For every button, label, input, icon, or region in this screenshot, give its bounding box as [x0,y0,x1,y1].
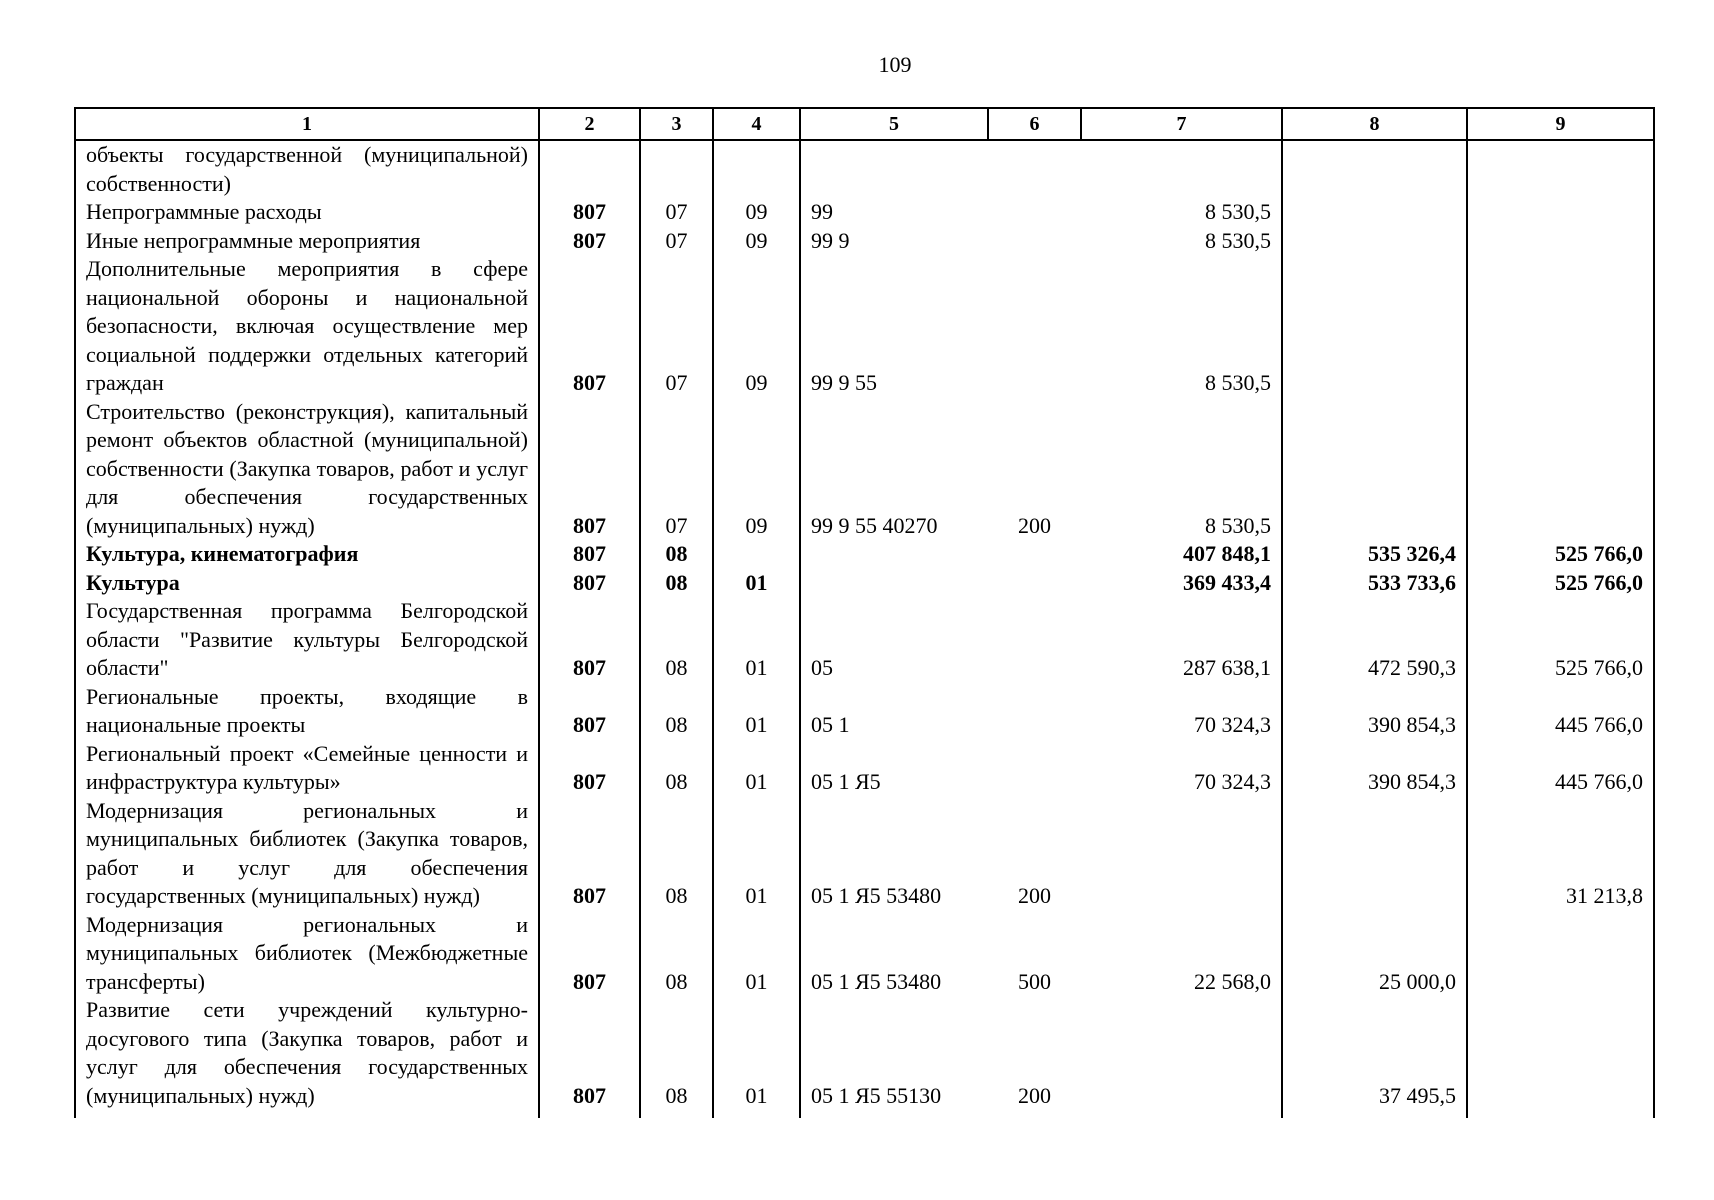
row-value-cell-6 [988,227,1081,256]
row-value-cell-7: 70 324,3 [1081,740,1282,797]
row-value-cell-9 [1467,398,1654,541]
row-value-cell-2: 807 [539,227,640,256]
page-number: 109 [878,52,912,77]
row-value-cell-6 [988,597,1081,683]
row-value-cell-5: 05 1 [800,683,988,740]
row-value-cell-8: 533 733,6 [1282,569,1467,598]
row-value-cell-7: 8 530,5 [1081,198,1282,227]
row-value-cell-5: 99 [800,198,988,227]
row-name-cell: Региональный проект «Семейные ценности и инфраструктура культуры» [75,740,539,797]
table-row [75,683,1654,740]
row-value-cell-4: 01 [713,683,800,740]
spacer-cell [1081,1110,1282,1118]
row-value-cell-7: 407 848,1 [1081,540,1282,569]
row-value-cell-9 [1467,911,1654,997]
spacer-cell [539,1110,640,1118]
row-value-cell-5: 99 9 [800,227,988,256]
row-value-cell-8: 25 000,0 [1282,911,1467,997]
row-name-cell: Культура [75,569,539,598]
row-value-cell-6: 200 [1018,512,1051,538]
table-row [75,540,1654,569]
row-value-cell-2: 807 [539,255,640,398]
table-row [75,198,1654,227]
row-name-cell: объекты государственной (муниципальной) собственности) [75,140,539,198]
row-name-cell: Модернизация региональных и муниципальных библиотек (Межбюджетные трансферты) [75,911,539,997]
header-col-2: 2 [539,108,640,140]
row-value-cell-9: 445 766,0 [1467,740,1654,797]
row-value-cell-7: 8 530,5 [1081,398,1282,541]
table-row [75,398,1654,541]
spacer-cell [75,1110,539,1118]
header-col-4: 4 [713,108,800,140]
spacer-cell [640,1110,713,1118]
budget-table [74,107,1655,1118]
row-value-cell-9: 525 766,0 [1467,569,1654,598]
row-value-cell-4: 09 [713,198,800,227]
row-value-cell-4: 01 [713,911,800,997]
row-value-cell-2: 807 [539,569,640,598]
row-name-cell: Культура, кинематография [75,540,539,569]
row-name-cell: Непрограммные расходы [75,198,539,227]
table-header [75,108,1654,140]
row-value-cell-5: 05 1 Я5 53480 [800,911,988,997]
row-value-cell-8 [1282,227,1467,256]
row-value-cell-5: 05 1 Я5 53480 [800,797,988,911]
header-col-1: 1 [75,108,539,140]
row-value-cell-7 [1081,996,1282,1110]
row-value-cell-3 [640,140,713,198]
row-value-cell-2: 807 [539,398,640,541]
row-value-cell-9 [1467,227,1654,256]
table-row [75,255,1654,398]
row-value-cell-7: 8 530,5 [1081,255,1282,398]
row-value-cell-3: 08 [640,740,713,797]
row-value-cell-8: 390 854,3 [1282,683,1467,740]
row-value-cell-7: 70 324,3 [1081,683,1282,740]
row-value-cell-3: 08 [640,911,713,997]
row-value-cell-4 [713,140,800,198]
row-value-cell-3: 08 [640,569,713,598]
row-value-cell-2: 807 [539,597,640,683]
spacer-cell [713,1110,800,1118]
row-value-cell-8: 390 854,3 [1282,740,1467,797]
header-row [75,108,1654,140]
row-name-cell: Модернизация региональных и муниципальных библиотек (Закупка товаров, работ и услуг для обеспечения государственных (муниципальных) нужд) [75,797,539,911]
row-value-cell-4: 01 [713,797,800,911]
row-value-cell-3: 07 [640,398,713,541]
row-value-cell-9: 31 213,8 [1467,797,1654,911]
row-value-cell-9 [1467,140,1654,198]
header-col-8: 8 [1282,108,1467,140]
row-value-cell-7 [1081,797,1282,911]
row-value-cell-2: 807 [539,198,640,227]
row-value-cell-9: 525 766,0 [1467,540,1654,569]
row-value-cell-3: 08 [640,540,713,569]
row-value-cell-4: 01 [713,740,800,797]
row-value-cell-8: 472 590,3 [1282,597,1467,683]
row-value-cell-6: 500 [1018,968,1051,994]
header-col-3: 3 [640,108,713,140]
row-value-cell-4: 09 [713,227,800,256]
row-value-cell-7 [1081,140,1282,198]
row-value-cell-5: 99 9 55 40270 [800,398,988,541]
table-row [75,996,1654,1110]
row-value-cell-8: 535 326,4 [1282,540,1467,569]
row-value-cell-3: 08 [640,683,713,740]
row-value-cell-2: 807 [539,740,640,797]
row-name-cell: Развитие сети учреждений культурно-досугового типа (Закупка товаров, работ и услуг для обеспечения государственных (муниципальных) нужд) [75,996,539,1110]
row-value-cell-3: 08 [640,597,713,683]
header-col-6: 6 [988,108,1081,140]
row-value-cell-6: 200 [1018,1082,1051,1108]
row-value-cell-6: 200 [1018,883,1051,908]
row-value-cell-4 [713,540,800,569]
row-value-cell-4: 09 [713,398,800,541]
row-name-cell: Региональные проекты, входящие в национальные проекты [75,683,539,740]
row-value-cell-3: 08 [640,797,713,911]
row-name-cell: Дополнительные мероприятия в сфере национальной обороны и национальной безопасности, включая осуществление мер социальной поддержки отдельных категорий граждан [75,255,539,398]
row-value-cell-7: 22 568,0 [1081,911,1282,997]
row-value-cell-8 [1282,198,1467,227]
header-col-5: 5 [800,108,988,140]
row-value-cell-6 [988,255,1081,398]
row-value-cell-2: 807 [539,797,640,911]
row-value-cell-8 [1282,797,1467,911]
row-value-cell-5 [800,540,988,569]
spacer-cell [1282,1110,1467,1118]
row-value-cell-8: 37 495,5 [1282,996,1467,1110]
row-value-cell-9 [1467,255,1654,398]
row-value-cell-9: 525 766,0 [1467,597,1654,683]
row-name-cell: Иные непрограммные мероприятия [75,227,539,256]
header-col-7: 7 [1081,108,1282,140]
row-name-cell: Государственная программа Белгородской области "Развитие культуры Белгородской области" [75,597,539,683]
spacer-cell [800,1110,988,1118]
row-value-cell-5: 05 1 Я5 [800,740,988,797]
table-row [75,597,1654,683]
row-value-cell-6 [988,198,1081,227]
row-value-cell-5: 05 [800,597,988,683]
row-value-cell-8 [1282,255,1467,398]
row-value-cell-2 [539,140,640,198]
row-value-cell-7: 287 638,1 [1081,597,1282,683]
row-value-cell-3: 08 [640,996,713,1110]
row-value-cell-6 [988,683,1081,740]
row-value-cell-9: 445 766,0 [1467,683,1654,740]
row-name-cell: Строительство (реконструкция), капитальный ремонт объектов областной (муниципальной) собственности (Закупка товаров, работ и услуг для обеспечения государственных (муниципальных) нужд) [75,398,539,541]
row-value-cell-5 [800,140,988,198]
header-col-9: 9 [1467,108,1654,140]
table-bottom-spacer [75,1110,1654,1118]
row-value-cell-4: 09 [713,255,800,398]
row-value-cell-2: 807 [539,996,640,1110]
row-value-cell-4: 01 [713,569,800,598]
row-value-cell-3: 07 [640,227,713,256]
row-value-cell-9 [1467,996,1654,1110]
row-value-cell-7: 369 433,4 [1081,569,1282,598]
row-value-cell-2: 807 [539,911,640,997]
row-value-cell-7: 8 530,5 [1081,227,1282,256]
row-value-cell-5: 99 9 55 [800,255,988,398]
row-value-cell-3: 07 [640,255,713,398]
row-value-cell-8 [1282,398,1467,541]
spacer-cell [1467,1110,1654,1118]
row-value-cell-6 [988,740,1081,797]
table-row [75,140,1654,198]
table-body [75,140,1654,1118]
table-row [75,227,1654,256]
table-row [75,911,1654,997]
table-row [75,569,1654,598]
row-value-cell-9 [1467,198,1654,227]
row-value-cell-2: 807 [539,683,640,740]
row-value-cell-6 [988,540,1081,569]
row-value-cell-5 [800,569,988,598]
row-value-cell-6 [988,140,1081,198]
table-row [75,740,1654,797]
row-value-cell-8 [1282,140,1467,198]
table-row [75,797,1654,911]
spacer-cell [988,1110,1081,1118]
row-value-cell-4: 01 [713,996,800,1110]
row-value-cell-5: 05 1 Я5 55130 [800,996,988,1110]
row-value-cell-3: 07 [640,198,713,227]
row-value-cell-6 [988,569,1081,598]
row-value-cell-2: 807 [539,540,640,569]
row-value-cell-4: 01 [713,597,800,683]
